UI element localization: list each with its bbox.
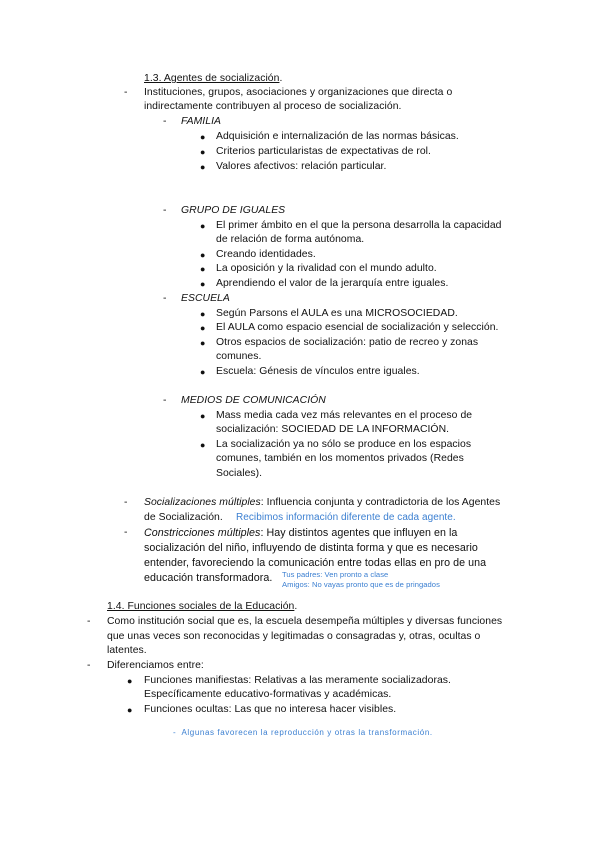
- section-heading-1-4: 1.4. Funciones sociales de la Educación.: [107, 601, 298, 612]
- comment-note: - Algunas favorecen la reproducción y otras la transformación.: [173, 728, 433, 737]
- constricciones-line: educación transformadora.: [144, 572, 273, 584]
- bullet-icon: ●: [200, 132, 206, 142]
- paragraph-line: latentes.: [107, 645, 147, 656]
- dash-marker: -: [163, 205, 167, 216]
- familia-title: FAMILIA: [181, 116, 221, 127]
- list-item-cont: Específicamente educativo-formativas y académicas.: [144, 689, 392, 700]
- list-item-cont: comunes, también en los momentos privados (Redes: [216, 453, 464, 464]
- constricciones-line: socialización del niño, influyendo de distinta forma y que es necesario: [144, 542, 478, 554]
- section-heading-1-3: 1.3. Agentes de socialización.: [144, 73, 283, 84]
- bullet-icon: ●: [200, 411, 206, 421]
- intro-line: Instituciones, grupos, asociaciones y organizaciones que directa o: [144, 87, 453, 98]
- list-item: Según Parsons el AULA es una MICROSOCIEDAD.: [216, 308, 458, 319]
- dash-marker: -: [87, 616, 91, 627]
- list-item: Funciones manifiestas: Relativas a las meramente socializadoras.: [144, 675, 451, 686]
- list-item: La socialización ya no sólo se produce en los espacios: [216, 439, 472, 450]
- list-item: Valores afectivos: relación particular.: [216, 161, 387, 172]
- list-item: Mass media cada vez más relevantes en el proceso de: [216, 410, 473, 421]
- list-item: El AULA como espacio esencial de socialización y selección.: [216, 322, 499, 333]
- paragraph-line: Como institución social que es, la escuela desempeña múltiples y diversas funciones: [107, 616, 503, 627]
- escuela-title: ESCUELA: [181, 293, 230, 304]
- bullet-icon: ●: [200, 279, 206, 289]
- dash-marker: -: [124, 87, 128, 98]
- bullet-icon: ●: [200, 221, 206, 231]
- list-item-cont: comunes.: [216, 351, 262, 362]
- list-item: Aprendiendo el valor de la jerarquía entre iguales.: [216, 278, 449, 289]
- bullet-icon: ●: [200, 367, 206, 377]
- comment-note: Amigos: No vayas pronto que es de pringados: [282, 580, 440, 589]
- paragraph-line: Diferenciamos entre:: [107, 660, 204, 671]
- dash-marker: -: [163, 395, 167, 406]
- dash-marker: -: [124, 527, 128, 538]
- list-item: Adquisición e internalización de las normas básicas.: [216, 131, 459, 142]
- bullet-icon: ●: [200, 250, 206, 260]
- bullet-icon: ●: [200, 440, 206, 450]
- list-item: Criterios particularistas de expectativas de rol.: [216, 146, 431, 157]
- bullet-icon: ●: [200, 162, 206, 172]
- list-item-cont: Sociales).: [216, 468, 263, 479]
- intro-line: indirectamente contribuyen al proceso de socialización.: [144, 101, 402, 112]
- list-item: Creando identidades.: [216, 249, 316, 260]
- list-item: La oposición y la rivalidad con el mundo adulto.: [216, 263, 437, 274]
- list-item-cont: socialización: SOCIEDAD DE LA INFORMACIÓN.: [216, 424, 450, 435]
- dash-marker: -: [124, 497, 128, 508]
- list-item: Otros espacios de socialización: patio de recreo y zonas: [216, 337, 479, 348]
- bullet-icon: ●: [200, 338, 206, 348]
- comment-note: Tus padres: Ven pronto a clase: [282, 570, 389, 579]
- list-item: Funciones ocultas: Las que no interesa hacer visibles.: [144, 704, 397, 715]
- list-item: El primer ámbito en el que la persona desarrolla la capacidad: [216, 220, 502, 231]
- medios-title: MEDIOS DE COMUNICACIÓN: [181, 395, 326, 406]
- grupo-title: GRUPO DE IGUALES: [181, 205, 286, 216]
- bullet-icon: ●: [200, 323, 206, 333]
- constricciones-line: entender, favoreciendo la comunicación entre todas ellas en pro de una: [144, 557, 487, 569]
- bullet-icon: ●: [127, 705, 133, 715]
- paragraph-line: que unas veces son reconocidas y legitimadas o consagradas y, otras, ocultas o: [107, 631, 481, 642]
- bullet-icon: ●: [200, 147, 206, 157]
- dash-marker: -: [163, 293, 167, 304]
- list-item: Escuela: Génesis de vínculos entre iguales.: [216, 366, 420, 377]
- dash-marker: -: [87, 660, 91, 671]
- multiples-line2: de Socialización.: [144, 512, 223, 523]
- bullet-icon: ●: [200, 309, 206, 319]
- comment-note: Recibimos información diferente de cada agente.: [236, 512, 456, 523]
- multiples-line: Socializaciones múltiples: Influencia conjunta y contradictoria de los Agentes: [144, 497, 501, 508]
- list-item-cont: de relación de forma autónoma.: [216, 234, 365, 245]
- bullet-icon: ●: [200, 264, 206, 274]
- bullet-icon: ●: [127, 676, 133, 686]
- dash-marker: -: [163, 116, 167, 127]
- constricciones-line: Constricciones múltiples: Hay distintos agentes que influyen en la: [144, 527, 458, 539]
